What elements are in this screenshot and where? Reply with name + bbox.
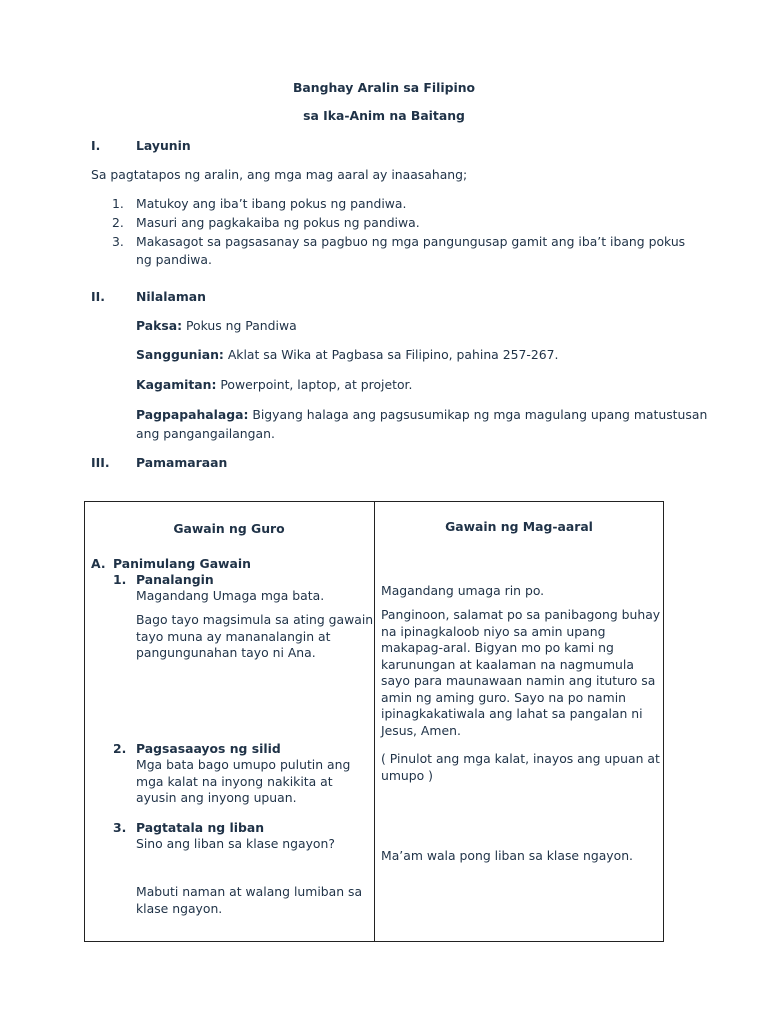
item-3-number: 3. [113,820,127,835]
student-prayer-line: Panginoon, salamat po sa panibagong buhay [381,607,661,622]
pagpapahalaga-value-cont: ang pangangailangan. [136,426,275,441]
paksa-value: Pokus ng Pandiwa [182,318,297,333]
section-1-numeral: I. [91,138,101,153]
sanggunian-row [136,347,558,362]
teacher-prayer-intro [136,612,373,662]
teacher-greeting: Magandang Umaga mga bata. [136,588,325,603]
teacher-room-line: ayusin ang inyong upuan. [136,790,297,805]
pagpapahalaga-value: Bigyang halaga ang pagsusumikap ng mga magulang upang matustusan [248,407,708,422]
kagamitan-row [136,377,412,392]
objective-2-text: Masuri ang pagkakaiba ng pokus ng pandiwa. [136,215,420,230]
student-greeting: Magandang umaga rin po. [381,583,545,598]
item-2-number: 2. [113,741,127,756]
student-prayer-line: sayo para maunawaan namin ang ituturo sa [381,673,656,688]
sanggunian-label: Sanggunian: [136,347,224,362]
part-letter: A. [91,556,106,571]
sanggunian-value: Aklat sa Wika at Pagbasa sa Filipino, pahina 257-267. [223,347,559,362]
student-action-line: ( Pinulot ang mga kalat, inayos ang upuan at [381,751,660,766]
student-prayer-line: karunungan at kaalaman na nagmumula [381,656,634,672]
item-1-title: Panalangin [136,572,214,587]
kagamitan-label: Kagamitan: [136,377,217,392]
objective-3-text-cont: ng pandiwa. [136,252,212,267]
section-1-heading: Layunin [136,138,191,153]
teacher-room-line: mga kalat na inyong nakikita at [136,773,333,789]
teacher-room-instruction [136,757,350,807]
teacher-prayer-line: Bago tayo magsimula sa ating gawain [136,612,374,627]
student-attendance-answer: Ma’am wala pong liban sa klase ngayon. [381,848,633,863]
student-prayer-line: na ipinagkaloob niyo sa amin upang [381,623,606,639]
section-2-numeral: II. [91,289,105,304]
paksa-row [136,318,297,333]
pagpapahalaga-label: Pagpapahalaga: [136,407,249,422]
student-prayer-line: makapag-aral. Bigyan mo po kami ng [381,640,614,655]
table-header-guro: Gawain ng Guro [173,521,285,536]
objectives-intro: Sa pagtatapos ng aralin, ang mga mag aaral ay inaasahang; [91,167,468,182]
student-prayer-line: ipinagkakatiwala ang lahat sa pangalan ni [381,706,643,721]
paksa-label: Paksa: [136,318,183,333]
document-title: Banghay Aralin sa Filipino [292,80,476,95]
teacher-closing-line: klase ngayon. [136,900,223,916]
teacher-attendance-question: Sino ang liban sa klase ngayon? [136,836,335,851]
section-2-heading: Nilalaman [136,289,206,304]
student-prayer-line: Jesus, Amen. [381,722,461,738]
teacher-prayer-line: pangungunahan tayo ni Ana. [136,645,316,660]
student-action-line: umupo ) [381,767,433,783]
kagamitan-value: Powerpoint, laptop, at projetor. [216,377,413,392]
section-3-numeral: III. [91,455,110,470]
teacher-attendance-closing [136,884,362,917]
part-title: Panimulang Gawain [113,556,251,571]
student-prayer [381,607,660,739]
objective-3-text: Makasagot sa pagsasanay sa pagbuo ng mga pangungusap gamit ang iba’t ibang pokus [136,234,686,249]
pagpapahalaga-row [136,407,707,422]
item-2-title: Pagsasaayos ng silid [136,741,281,756]
objective-1-text: Matukoy ang iba’t ibang pokus ng pandiwa. [136,196,407,211]
objective-1-number: 1. [112,196,124,211]
item-1-number: 1. [113,572,127,587]
student-action [381,751,660,784]
section-3-heading: Pamamaraan [136,455,228,470]
item-3-title: Pagtatala ng liban [136,820,265,835]
table-column-divider [374,501,375,942]
teacher-room-line: Mga bata bago umupo pulutin ang [136,757,351,772]
teacher-prayer-line: tayo muna ay mananalangin at [136,628,331,644]
objective-3-number: 3. [112,234,124,249]
teacher-closing-line: Mabuti naman at walang lumiban sa [136,884,363,899]
document-subtitle: sa Ika-Anim na Baitang [303,108,465,123]
objective-2-number: 2. [112,215,124,230]
student-prayer-line: amin ng aming guro. Sayo na po namin [381,689,626,705]
table-header-magaaral: Gawain ng Mag-aaral [445,519,593,534]
